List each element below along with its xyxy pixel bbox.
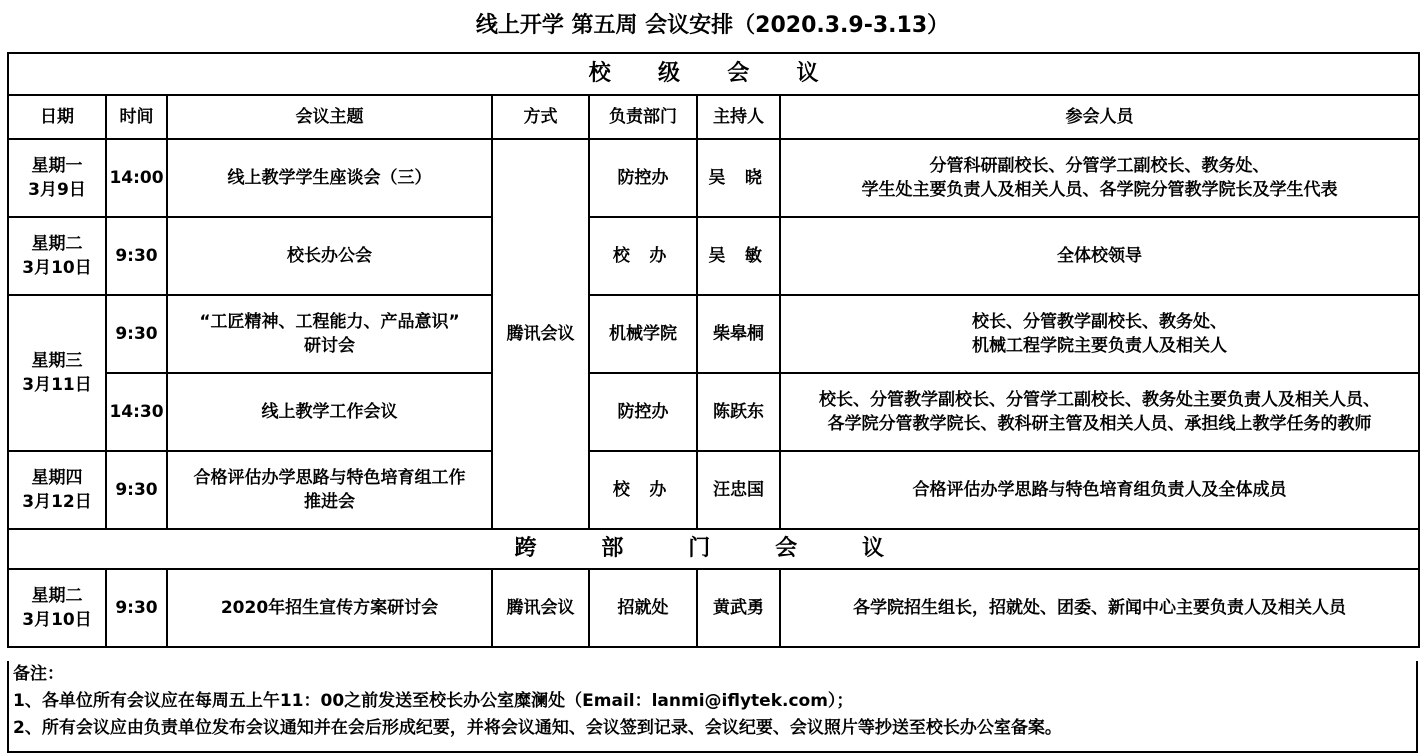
department-cell: 校 办 (589, 451, 697, 529)
time-cell: 9:30 (106, 569, 167, 647)
topic-cell: 2020年招生宣传方案研讨会 (167, 569, 492, 647)
method-cell: 腾讯会议 (492, 569, 589, 647)
topic-cell: 线上教学学生座谈会（三） (167, 139, 492, 217)
host-cell: 黄武勇 (697, 569, 780, 647)
header-host: 主持人 (697, 95, 780, 139)
notes-label: 备注： (13, 664, 64, 684)
attendees-cell: 分管科研副校长、分管学工副校长、教务处、 学生处主要负责人及相关人员、各学院分管教学院长及学生代表 (780, 139, 1419, 217)
date-cell: 星期二 3月10日 (8, 217, 106, 295)
table-row (8, 569, 1419, 647)
time-cell: 14:00 (106, 139, 167, 217)
note-line-2: 2、所有会议应由负责单位发布会议通知并在会后形成纪要，并将会议通知、会议签到记录、会议纪要、会议照片等抄送至校长办公室备案。 (13, 718, 1062, 738)
table-row (8, 217, 1419, 295)
table-row (8, 451, 1419, 529)
header-time: 时间 (106, 95, 167, 139)
header-attendees: 参会人员 (780, 95, 1419, 139)
table-row (8, 295, 1419, 373)
host-cell: 吴 晓 (697, 139, 780, 217)
department-cell: 防控办 (589, 139, 697, 217)
topic-cell: 校长办公会 (167, 217, 492, 295)
department-cell: 招就处 (589, 569, 697, 647)
table-row (8, 373, 1419, 451)
host-cell: 陈跃东 (697, 373, 780, 451)
cross-department-section-header: 跨 部 门 会 议 (8, 529, 1419, 569)
topic-cell: “工匠精神、工程能力、产品意识” 研讨会 (167, 295, 492, 373)
note-line-1: 1、各单位所有会议应在每周五上午11：00之前发送至校长办公室糜澜处（Email：lanmi@iflytek.com）； (13, 691, 854, 711)
method-cell: 腾讯会议 (492, 139, 589, 529)
time-cell: 14:30 (106, 373, 167, 451)
attendees-cell: 校长、分管教学副校长、分管学工副校长、教务处主要负责人及相关人员、 各学院分管教学院长、教科研主管及相关人员、承担线上教学任务的教师 (780, 373, 1419, 451)
header-method: 方式 (492, 95, 589, 139)
time-cell: 9:30 (106, 217, 167, 295)
attendees-cell: 合格评估办学思路与特色培育组负责人及全体成员 (780, 451, 1419, 529)
attendees-cell: 校长、分管教学副校长、教务处、 机械工程学院主要负责人及相关人 (780, 295, 1419, 373)
date-cell: 星期三 3月11日 (8, 295, 106, 451)
department-cell: 校 办 (589, 217, 697, 295)
host-cell: 汪忠国 (697, 451, 780, 529)
time-cell: 9:30 (106, 295, 167, 373)
attendees-cell: 各学院招生组长，招就处、团委、新闻中心主要负责人及相关人员 (780, 569, 1419, 647)
time-cell: 9:30 (106, 451, 167, 529)
host-cell: 吴 敏 (697, 217, 780, 295)
meeting-schedule-table (7, 52, 1420, 648)
header-date: 日期 (8, 95, 106, 139)
topic-cell: 合格评估办学思路与特色培育组工作 推进会 (167, 451, 492, 529)
header-department: 负责部门 (589, 95, 697, 139)
date-cell: 星期四 3月12日 (8, 451, 106, 529)
header-topic: 会议主题 (167, 95, 492, 139)
host-cell: 柴皋桐 (697, 295, 780, 373)
page-title: 线上开学 第五周 会议安排（2020.3.9-3.13） (475, 13, 950, 38)
attendees-cell: 全体校领导 (780, 217, 1419, 295)
table-row (8, 139, 1419, 217)
department-cell: 机械学院 (589, 295, 697, 373)
date-cell: 星期一 3月9日 (8, 139, 106, 217)
school-level-section-header: 校 级 会 议 (8, 53, 1419, 95)
topic-cell: 线上教学工作会议 (167, 373, 492, 451)
department-cell: 防控办 (589, 373, 697, 451)
notes-section (7, 661, 1418, 753)
date-cell: 星期二 3月10日 (8, 569, 106, 647)
